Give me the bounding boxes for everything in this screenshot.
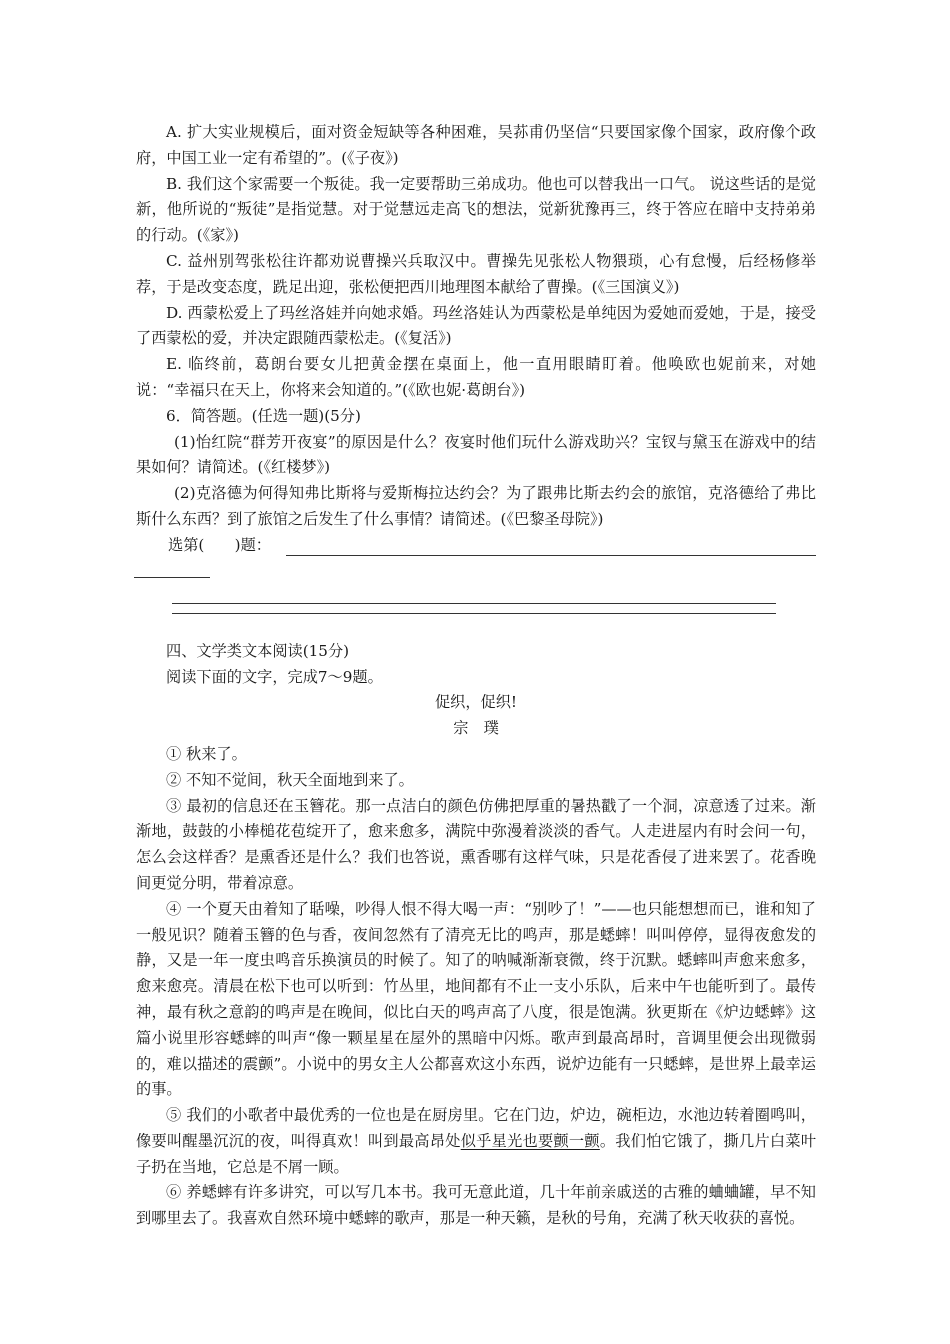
paragraph-3: ③ 最初的信息还在玉簪花。那一点洁白的颜色仿佛把厚重的暑热戳了一个洞，凉意透了过来。渐渐地，鼓鼓的小棒槌花苞绽开了，愈来愈多，满院中弥漫着淡淡的香气。人走进屋内有时会问一句，怎么会这样香？是熏香还是什么？我们也答说，熏香哪有这样气味，只是花香侵了进来罢了。花香晚间更觉分明，带着凉意。 [136,796,816,892]
paragraph-5-part-b: 。我们怕它饿了，撕几片白菜叶子扔在当地，它总是不屑一顾。 [136,1131,817,1176]
article-title: 促织，促织! [434,693,518,712]
article-author: 宗 璞 [453,719,499,738]
answer-line[interactable] [286,555,816,556]
option-d: D. 西蒙松爱上了玛丝洛娃并向她求婚。玛丝洛娃认为西蒙松是单纯因为爱她而爱她，于是，接受了西蒙松的爱，并决定跟随西蒙松走。(《复活》) [136,303,816,348]
document-page [136,120,816,1232]
paragraph-2: ② 不知不觉间，秋天全面地到来了。 [166,770,414,789]
paragraph-1: ① 秋来了。 [166,744,247,763]
section-4-heading: 四、文学类文本阅读(15分) [166,641,350,660]
answer-line[interactable] [134,577,210,578]
answer-line[interactable] [172,603,776,604]
option-b: B. 我们这个家需要一个叛徒。我一定要帮助三弟成功。他也可以替我出一口气。 说这些话的是觉新，他所说的“叛徒”是指觉慧。对于觉慧远走高飞的想法，觉新犹豫再三，终于答应在暗中支持弟弟的行动。(《家》) [136,174,816,245]
answer-row-continuation [136,559,816,585]
paragraph-5-part-a: ⑤ 我们的小歌者中最优秀的一位也是在厨房里。它在门边，炉边，碗柜边，水池边转着圈鸣叫，像要叫醒墨沉沉的夜，叫得真欢！叫到最高昂处 [136,1106,816,1150]
answer-choice-row [136,533,816,559]
paragraph-5 [136,1103,816,1180]
answer-line[interactable] [172,613,776,614]
option-e: E. 临终前，葛朗台要女儿把黄金摆在桌面上，他一直用眼睛盯着。他唤欧也妮前来，对她说：“幸福只在天上，你将来会知道的。”(《欧也妮·葛朗台》) [136,355,816,399]
section-4-instruction: 阅读下面的文字，完成7～9题。 [166,667,383,686]
paragraph-6: ⑥ 养蟋蟀有许多讲究，可以写几本书。我可无意此道，几十年前亲戚送的古雅的蛐蛐罐，早不知到哪里去了。我喜欢自然环境中蟋蟀的歌声，那是一种天籁，是秋的号角，充满了秋天收获的喜悦。 [136,1183,816,1228]
question-6-title: 6．简答题。(任选一题)(5分) [166,406,361,425]
question-6-item-1: (1)怡红院“群芳开夜宴”的原因是什么？夜宴时他们玩什么游戏助兴？宝钗与黛玉在游戏中的结果如何？请简述。(《红楼梦》) [136,432,816,477]
option-c: C. 益州别驾张松往许都劝说曹操兴兵取汉中。曹操先见张松人物猥琐，心有怠慢，后经杨修举荐，于是改变态度，跣足出迎，张松便把西川地理图本献给了曹操。(《三国演义》) [136,251,816,296]
question-6-item-2: (2)克洛德为何得知弗比斯将与爱斯梅拉达约会？为了跟弗比斯去约会的旅馆，克洛德给了弗比斯什么东西？到了旅馆之后发生了什么事情？请简述。(《巴黎圣母院》) [136,484,816,528]
answer-line-row [136,585,816,611]
underlined-phrase: 似乎星光也要颤一颤 [460,1131,600,1150]
answer-line-row [136,611,816,637]
answer-choice-label: 选第( )题： [168,535,271,554]
paragraph-4: ④ 一个夏天由着知了聒噪，吵得人恨不得大喝一声：“别吵了！”——也只能想想而已，谁和知了一般见识？随着玉簪的色与香，夜间忽然有了清亮无比的鸣声，那是蟋蟀！叫叫停停，显得夜愈发的静，又是一年一度虫鸣音乐换演员的时候了。知了的呐喊渐渐衰微，终于沉默。蟋蟀叫声愈来愈多，愈来愈亮。清晨在松下也可以听到：竹丛里，地间都有不止一支小乐队，后来中午也能听到了。最传神，最有秋之意韵的鸣声是在晚间，似比白天的鸣声高了八度，很是饱满。狄更斯在《炉边蟋蟀》这篇小说里形容蟋蟀的叫声“像一颗星星在屋外的黑暗中闪烁。歌声到最高昂时，音调里便会出现微弱的，难以描述的震颤”。小说中的男女主人公都喜欢这小东西，说炉边能有一只蟋蟀，是世界上最幸运的事。 [136,899,816,1099]
option-a: A. 扩大实业规模后，面对资金短缺等各种困难，吴荪甫仍坚信“只要国家像个国家，政府像个政府，中国工业一定有希望的”。(《子夜》) [136,123,816,167]
